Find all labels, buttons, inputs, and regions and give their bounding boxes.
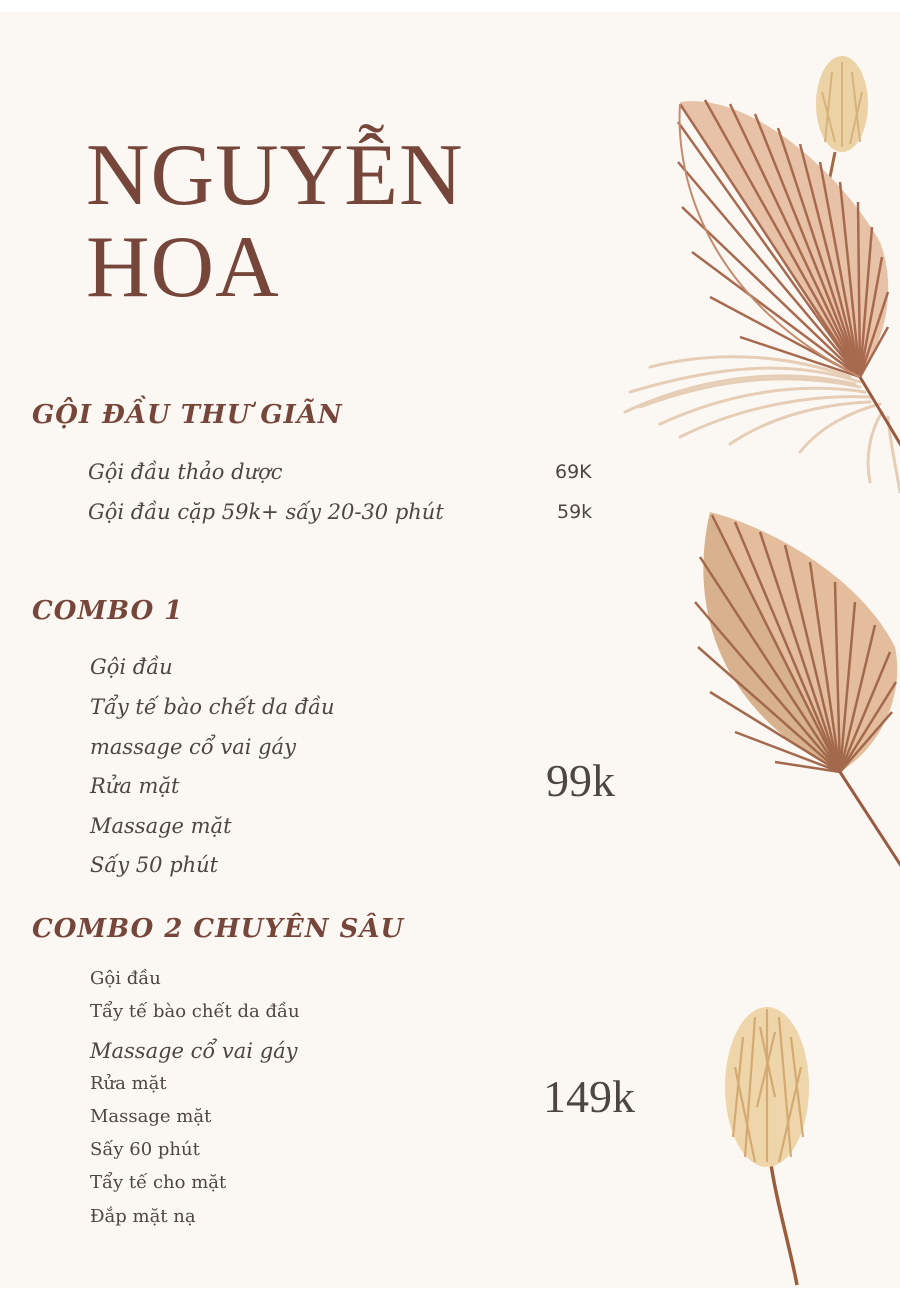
price-couple-shampoo: 59k bbox=[557, 501, 593, 523]
combo2-item: Đắp mặt nạ bbox=[90, 1206, 196, 1227]
menu-page bbox=[0, 12, 900, 1288]
combo2-item: Massage cổ vai gáy bbox=[90, 1039, 298, 1063]
palm-leaf-icon bbox=[678, 100, 900, 452]
menu-item-herbal-shampoo: Gội đầu thảo dược bbox=[88, 460, 283, 484]
menu-item-couple-shampoo: Gội đầu cặp 59k+ sấy 20-30 phút bbox=[88, 500, 444, 524]
price-herbal-shampoo: 69K bbox=[555, 461, 592, 483]
combo1-item: Sấy 50 phút bbox=[90, 853, 219, 877]
top-palm-leaf-decoration bbox=[620, 32, 900, 512]
combo2-item: Tẩy tế cho mặt bbox=[90, 1172, 227, 1193]
price-combo-2: 149k bbox=[543, 1071, 635, 1122]
combo1-item: Massage mặt bbox=[90, 814, 232, 838]
combo1-item: Gội đầu bbox=[90, 655, 173, 679]
brand-line-2: HOA bbox=[86, 219, 280, 316]
section-title-relax-shampoo: GỘI ĐẦU THƯ GIÃN bbox=[32, 400, 343, 430]
combo2-item: Tẩy tế bào chết da đầu bbox=[90, 1001, 300, 1022]
section-title-combo-1: COMBO 1 bbox=[32, 596, 184, 626]
combo2-item: Gội đầu bbox=[90, 968, 161, 989]
brand-name bbox=[86, 127, 464, 316]
middle-palm-leaf-decoration bbox=[690, 507, 900, 877]
combo2-item: Massage mặt bbox=[90, 1106, 212, 1127]
palm-leaf-icon bbox=[695, 512, 900, 872]
bunny-tail-icon bbox=[725, 1007, 809, 1285]
combo1-item: massage cổ vai gáy bbox=[90, 735, 296, 759]
combo1-item: Tẩy tế bào chết da đầu bbox=[90, 695, 335, 719]
section-title-combo-2: COMBO 2 CHUYÊN SÂU bbox=[32, 914, 405, 944]
brand-line-1: NGUYỄN bbox=[86, 127, 464, 224]
combo2-item: Sấy 60 phút bbox=[90, 1139, 200, 1160]
combo1-item: Rửa mặt bbox=[90, 774, 180, 798]
price-combo-1: 99k bbox=[546, 755, 615, 806]
combo2-item: Rửa mặt bbox=[90, 1073, 167, 1094]
bottom-bunny-tail-decoration bbox=[715, 997, 825, 1287]
